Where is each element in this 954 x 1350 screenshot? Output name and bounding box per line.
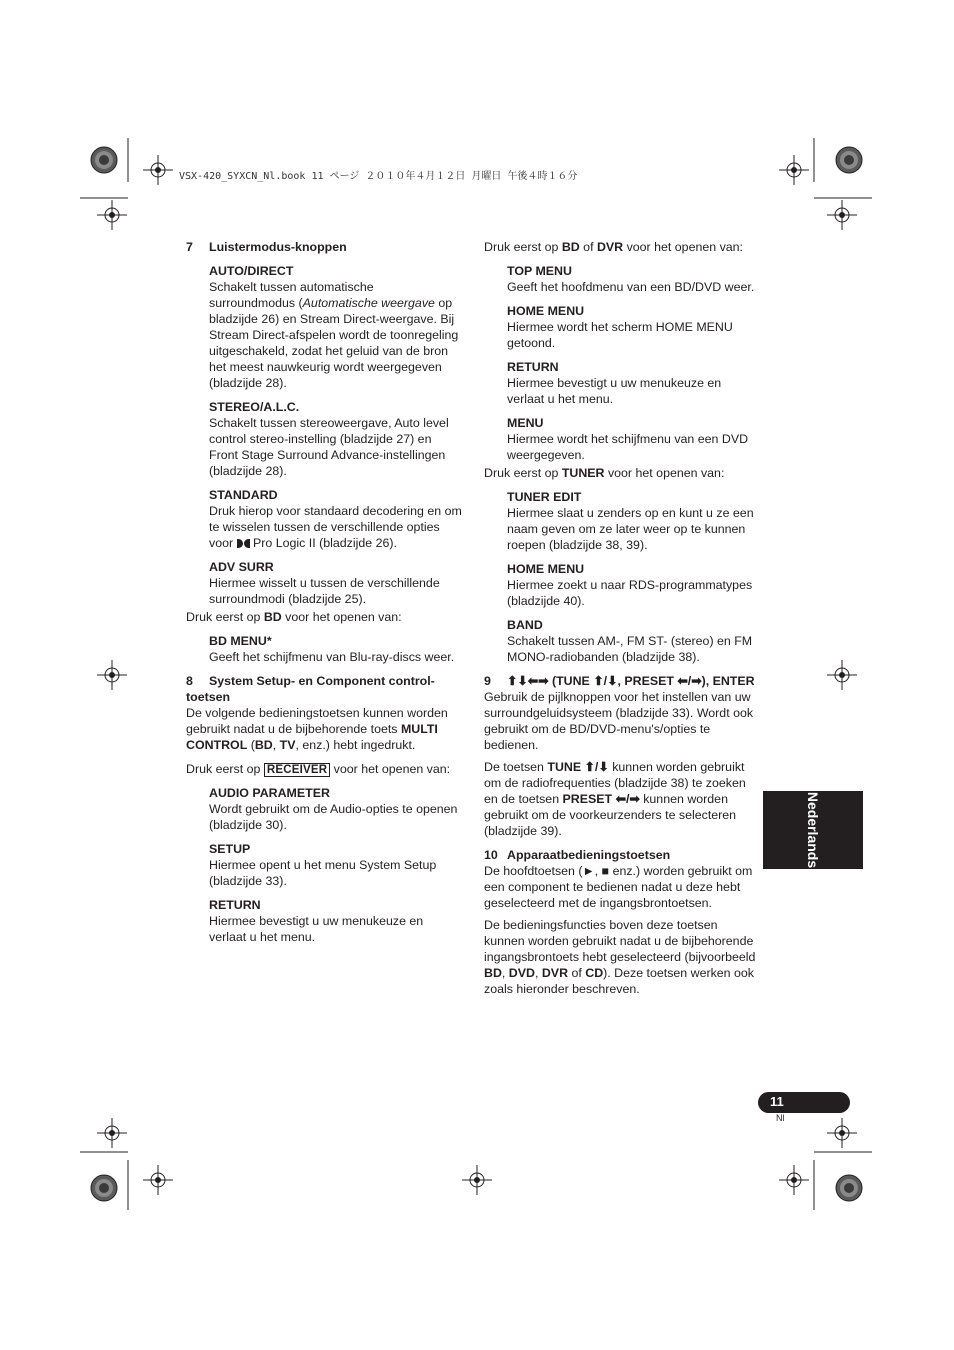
page-number: 11 [770,1094,784,1109]
entry-top-menu [507,263,758,295]
section-heading: 9 ⬆⬇⬅➡ (TUNE ⬆/⬇, PRESET ⬅/➡), ENTER [484,674,755,688]
language-tab [763,791,863,869]
entry-title: TOP MENU [507,264,572,278]
print-header: VSX-420_SYXCN_Nl.book 11 ページ ２０１０年４月１２日 月曜日 午後４時１６分 [179,171,578,182]
entry-title: TUNER EDIT [507,490,582,504]
entry-band [507,617,758,665]
entry-title: HOME MENU [507,304,585,318]
entry-text: Hiermee zoekt u naar RDS-programmatypes (bladzijde 40). [507,578,753,608]
entry-menu [507,415,758,463]
receiver-key-label: RECEIVER [264,763,330,777]
section10-text-2: De bedieningsfuncties boven deze toetsen kunnen worden gebruikt nadat u de bijbehorende ingangsbrontoets hebt geselecteerd (bijvoorbeeld BD, DVD, DVR of CD). Deze toetsen werken ook zoals hieronder beschreven. [484,918,756,996]
entry-title: ADV SURR [209,560,274,574]
entry-text: Hiermee bevestigt u uw menukeuze en verlaat u het menu. [209,914,424,944]
section-heading: 10 Apparaatbedieningstoetsen [484,848,671,862]
press-receiver-note: Druk eerst op RECEIVER voor het openen van: [186,762,451,776]
entry-text: Schakelt tussen stereoweergave, Auto level control stereo-instelling (bladzijde 27) en Front Stage Surround Advance-instellingen (bladzijde 28). [209,416,449,478]
press-bd-dvr-note: Druk eerst op BD of DVR voor het openen van: [484,240,743,254]
entry-text: Geeft het schijfmenu van Blu-ray-discs weer. [209,650,455,664]
entry-adv-surr [209,559,462,607]
entry-text: Schakelt tussen automatische surroundmodus (Automatische weergave op bladzijde 26) en Stream Direct-weergave. Bij Stream Direct-afspelen wordt de toonregeling uitgeschakeld, zodat het geluid van de bron het meest nauwkeurig wordt weergegeven (bladzijde 28). [209,280,459,390]
press-bd-note: Druk eerst op BD voor het openen van: [186,610,402,624]
press-tuner-note: Druk eerst op TUNER voor het openen van: [484,466,725,480]
entry-title: BAND [507,618,543,632]
section8-text: De volgende bedieningstoetsen kunnen worden gebruikt nadat u de bijbehorende toets MULTI CONTROL (BD, TV, enz.) hebt ingedrukt. [186,706,448,752]
entry-home-menu [507,303,758,351]
entry-text: Hiermee wisselt u tussen de verschillende surroundmodi (bladzijde 25). [209,576,440,606]
entry-title: RETURN [507,360,559,374]
entry-text: Druk hierop voor standaard decodering en om te wisselen tussen de verschillende opties voor Pro Logic II (bladzijde 26). [209,504,462,550]
section-heading: 7 Luistermodus-knoppen [186,240,347,254]
page-language-code: Nl [776,1113,785,1123]
entry-auto-direct [209,263,462,391]
right-column [484,239,758,1005]
section9-text: Gebruik de pijlknoppen voor het instellen van uw surroundgeluidsysteem (bladzijde 33). Wordt ook gebruikt om de BD/DVD-menu's/opties te bedienen. [484,690,754,752]
entry-standard [209,487,462,551]
entry-home-menu-tuner [507,561,758,609]
language-tab-label: Nederlands [805,791,821,869]
entry-stereo-alc [209,399,462,479]
entry-return [507,359,758,407]
entry-text: Geeft het hoofdmenu van een BD/DVD weer. [507,280,755,294]
entry-title: MENU [507,416,544,430]
entry-setup [209,841,462,889]
entry-text: Hiermee wordt het schijfmenu van een DVD weergegeven. [507,432,749,462]
entry-title: AUTO/DIRECT [209,264,294,278]
entry-text: Hiermee opent u het menu System Setup (bladzijde 33). [209,858,437,888]
entry-title: BD MENU* [209,634,272,648]
entry-tuner-edit [507,489,758,553]
entry-bd-menu [209,633,462,665]
entry-title: SETUP [209,842,251,856]
entry-title: HOME MENU [507,562,585,576]
entry-title: AUDIO PARAMETER [209,786,330,800]
entry-title: STEREO/A.L.C. [209,400,300,414]
entry-text: Hiermee slaat u zenders op en kunt u ze een naam geven om ze later weer op te kunnen roepen (bladzijde 38, 39). [507,506,754,552]
entry-text: Hiermee wordt het scherm HOME MENU getoond. [507,320,733,350]
entry-audio-parameter [209,785,462,833]
entry-return [209,897,462,945]
section-heading: 8 System Setup- en Component control-toetsen [186,674,435,704]
entry-text: Wordt gebruikt om de Audio-opties te openen (bladzijde 30). [209,802,458,832]
left-column [186,239,462,953]
entry-text: Hiermee bevestigt u uw menukeuze en verlaat u het menu. [507,376,722,406]
section9-text-2: De toetsen TUNE ⬆/⬇ kunnen worden gebruikt om de radiofrequenties (bladzijde 38) te zoeken en de toetsen PRESET ⬅/➡ kunnen worden gebruikt om de voorkeurzenders te selecteren (bladzijde 39). [484,760,746,838]
entry-title: RETURN [209,898,261,912]
entry-text: Schakelt tussen AM-, FM ST- (stereo) en FM MONO-radiobanden (bladzijde 38). [507,634,753,664]
entry-title: STANDARD [209,488,278,502]
section10-text: De hoofdtoetsen (►, ■ enz.) worden gebruikt om een component te bedienen nadat u deze hebt geselecteerd met de ingangsbrontoetsen. [484,864,753,910]
dolby-logo-icon [237,539,250,548]
